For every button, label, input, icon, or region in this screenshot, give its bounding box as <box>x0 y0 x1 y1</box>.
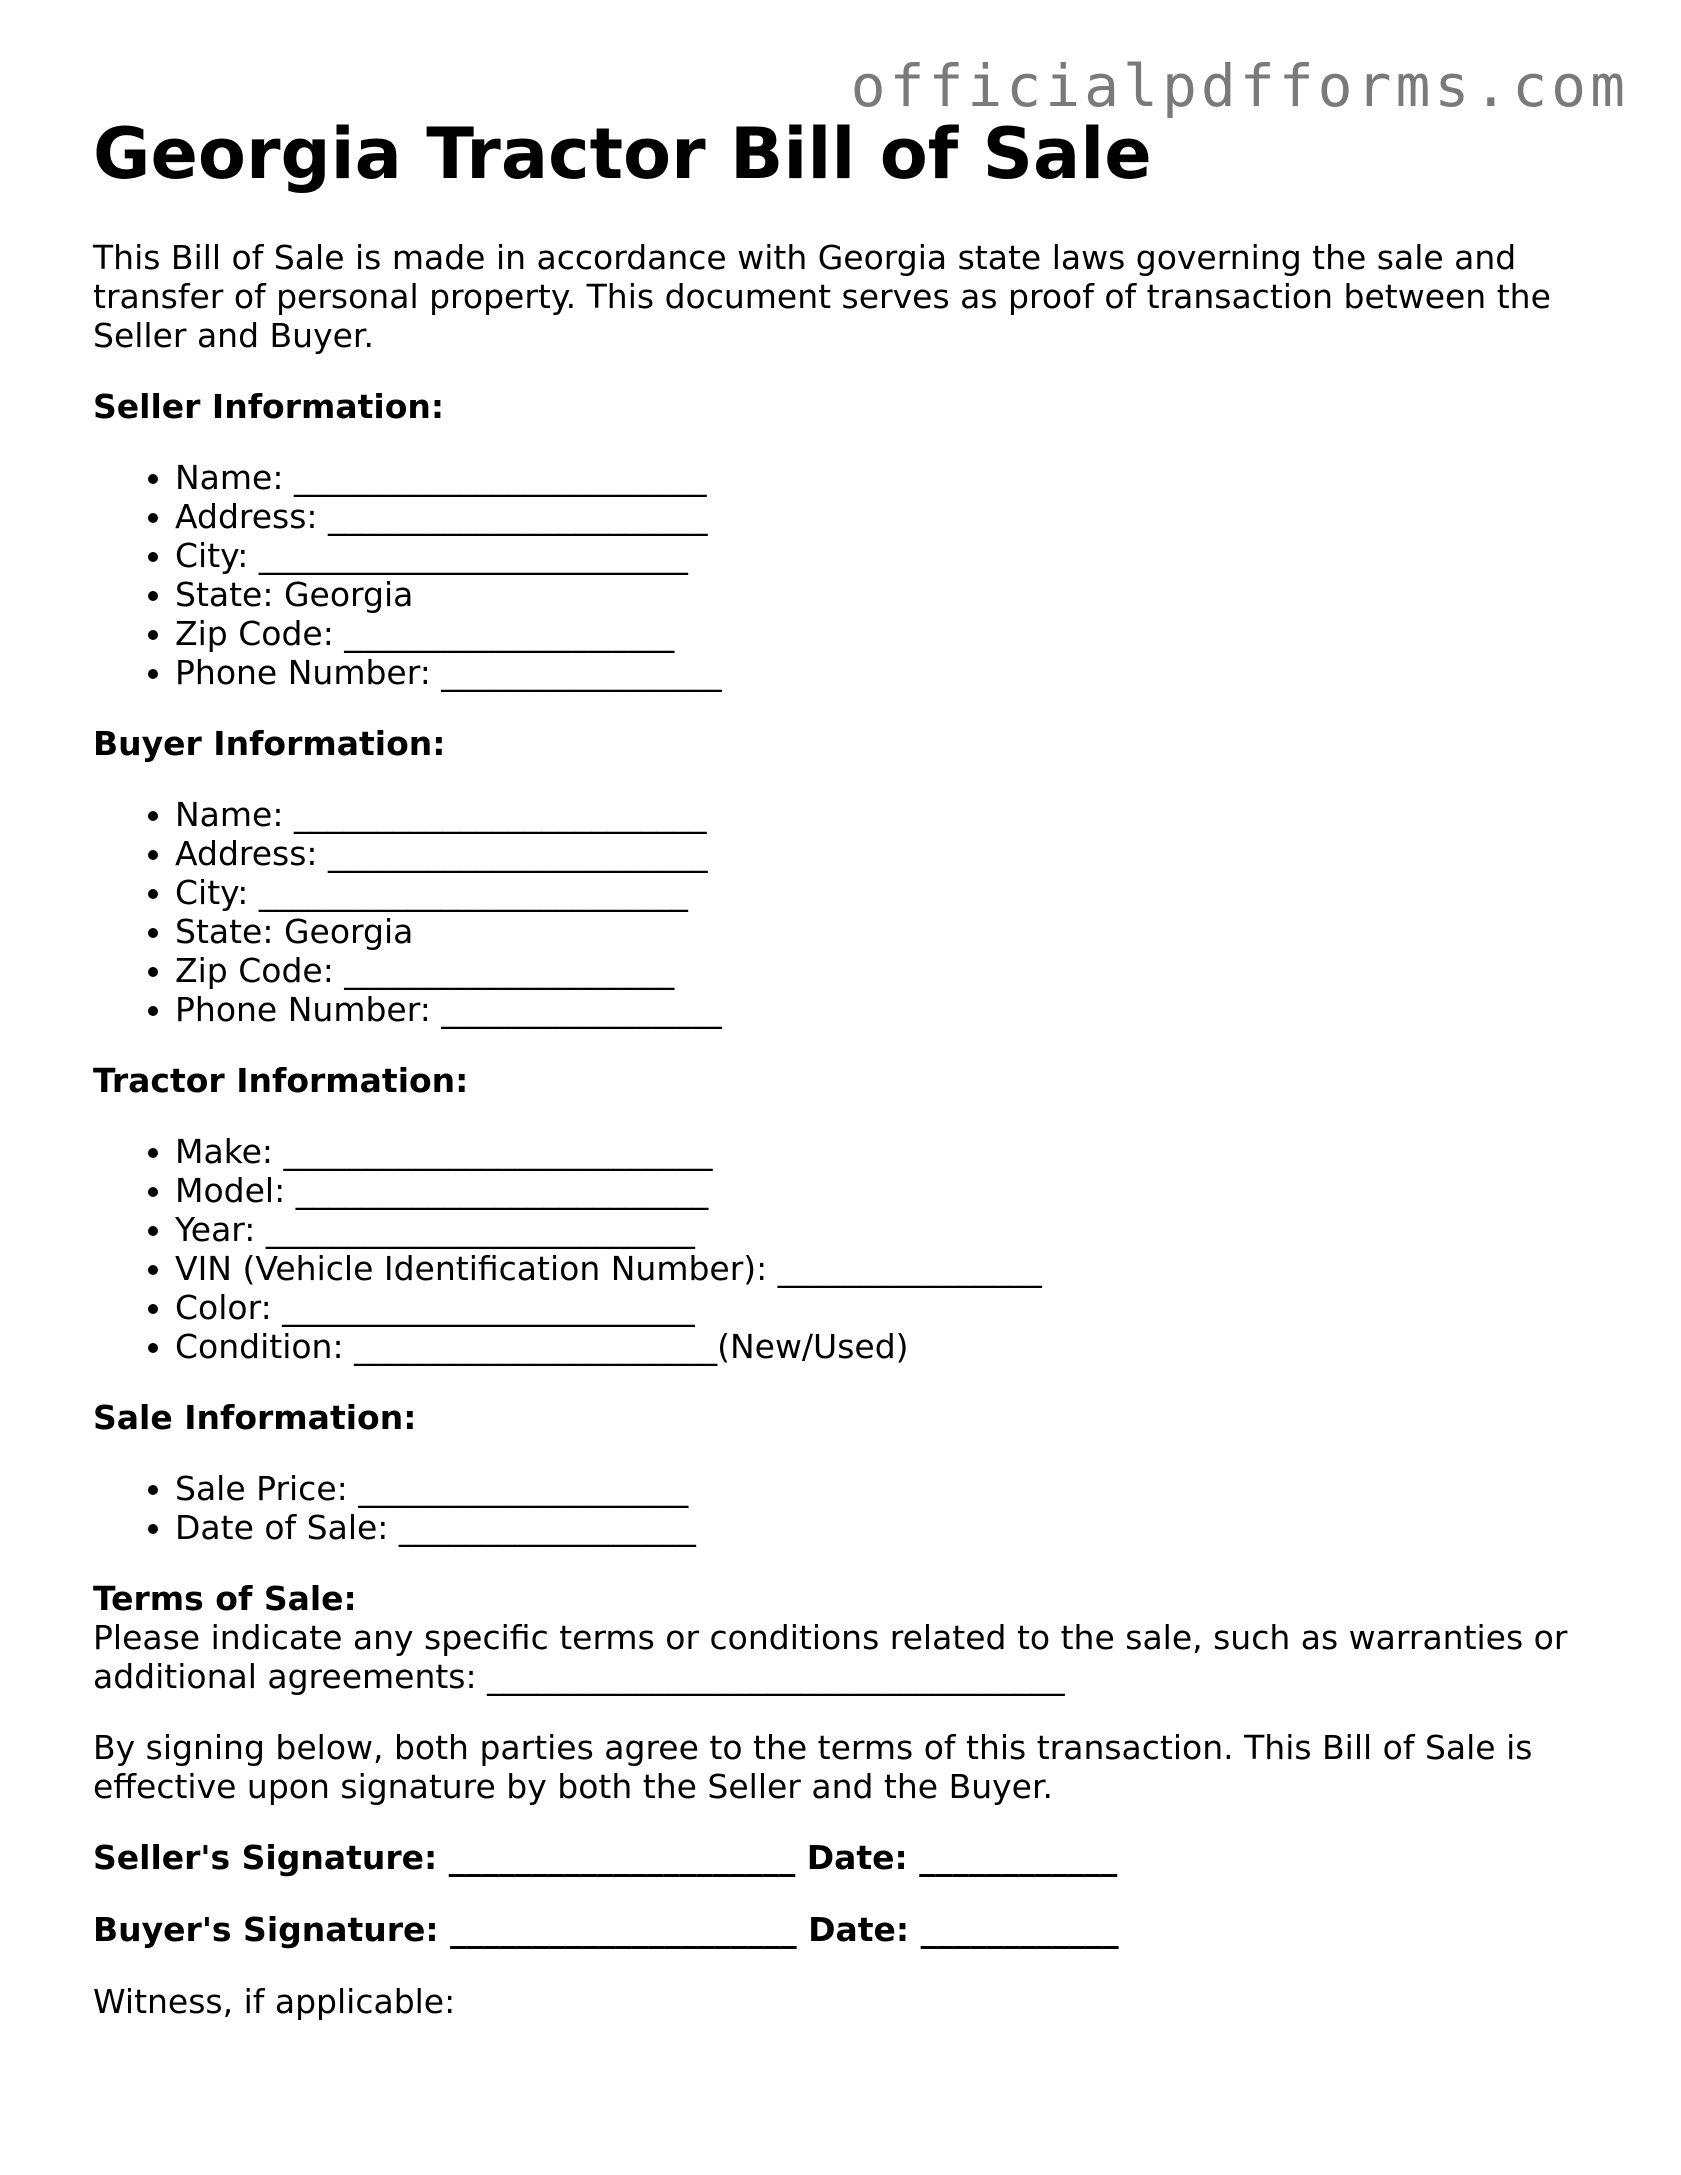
seller-state-field: • State: Georgia <box>175 575 1593 614</box>
buyer-city-field: • City: __________________________ <box>175 873 1593 912</box>
intro-paragraph: This Bill of Sale is made in accordance with Georgia state laws governing the sale and transfer of personal property. This document serves as proof of transaction between the Seller and Buyer. <box>93 238 1551 355</box>
page-title: Georgia Tractor Bill of Sale <box>93 113 1152 195</box>
seller-zip-field: • Zip Code: ____________________ <box>175 614 1593 653</box>
tractor-info-list <box>93 1132 1593 1366</box>
seller-phone-field: • Phone Number: _________________ <box>175 653 1593 692</box>
buyer-zip-field: • Zip Code: ____________________ <box>175 951 1593 990</box>
witness-line: Witness, if applicable: <box>93 1982 456 2021</box>
tractor-model-field: • Model: _________________________ <box>175 1171 1593 1210</box>
buyer-info-list <box>93 795 1593 1029</box>
tractor-condition-field: • Condition: ______________________(New/Used) <box>175 1327 1593 1366</box>
seller-info-list <box>93 458 1593 692</box>
seller-heading: Seller Information: <box>93 387 445 426</box>
sale-heading: Sale Information: <box>93 1398 417 1437</box>
tractor-year-field: • Year: __________________________ <box>175 1210 1593 1249</box>
watermark: officialpdfforms.com <box>850 52 1629 120</box>
buyer-state-field: • State: Georgia <box>175 912 1593 951</box>
sale-price-field: • Sale Price: ____________________ <box>175 1469 1593 1508</box>
agreement-paragraph: By signing below, both parties agree to the terms of this transaction. This Bill of Sale is effective upon signature by both the Seller and the Buyer. <box>93 1728 1533 1806</box>
terms-heading: Terms of Sale: <box>93 1579 357 1618</box>
buyer-phone-field: • Phone Number: _________________ <box>175 990 1593 1029</box>
tractor-color-field: • Color: _________________________ <box>175 1288 1593 1327</box>
sale-info-list <box>93 1469 1593 1547</box>
buyer-heading: Buyer Information: <box>93 724 446 763</box>
sale-date-field: • Date of Sale: __________________ <box>175 1508 1593 1547</box>
buyer-address-field: • Address: _______________________ <box>175 834 1593 873</box>
buyer-name-field: • Name: _________________________ <box>175 795 1593 834</box>
tractor-heading: Tractor Information: <box>93 1061 469 1100</box>
document-page <box>93 112 1593 2021</box>
seller-address-field: • Address: _______________________ <box>175 497 1593 536</box>
seller-name-field: • Name: _________________________ <box>175 458 1593 497</box>
terms-text: Please indicate any specific terms or conditions related to the sale, such as warranties or additional agreements: ___________________________________ <box>93 1618 1568 1696</box>
buyer-signature-line: Buyer's Signature: _____________________ Date: ____________ <box>93 1910 1119 1949</box>
tractor-vin-field: • VIN (Vehicle Identification Number): ________________ <box>175 1249 1593 1288</box>
seller-signature-line: Seller's Signature: _____________________ Date: ____________ <box>93 1838 1118 1877</box>
tractor-make-field: • Make: __________________________ <box>175 1132 1593 1171</box>
seller-city-field: • City: __________________________ <box>175 536 1593 575</box>
